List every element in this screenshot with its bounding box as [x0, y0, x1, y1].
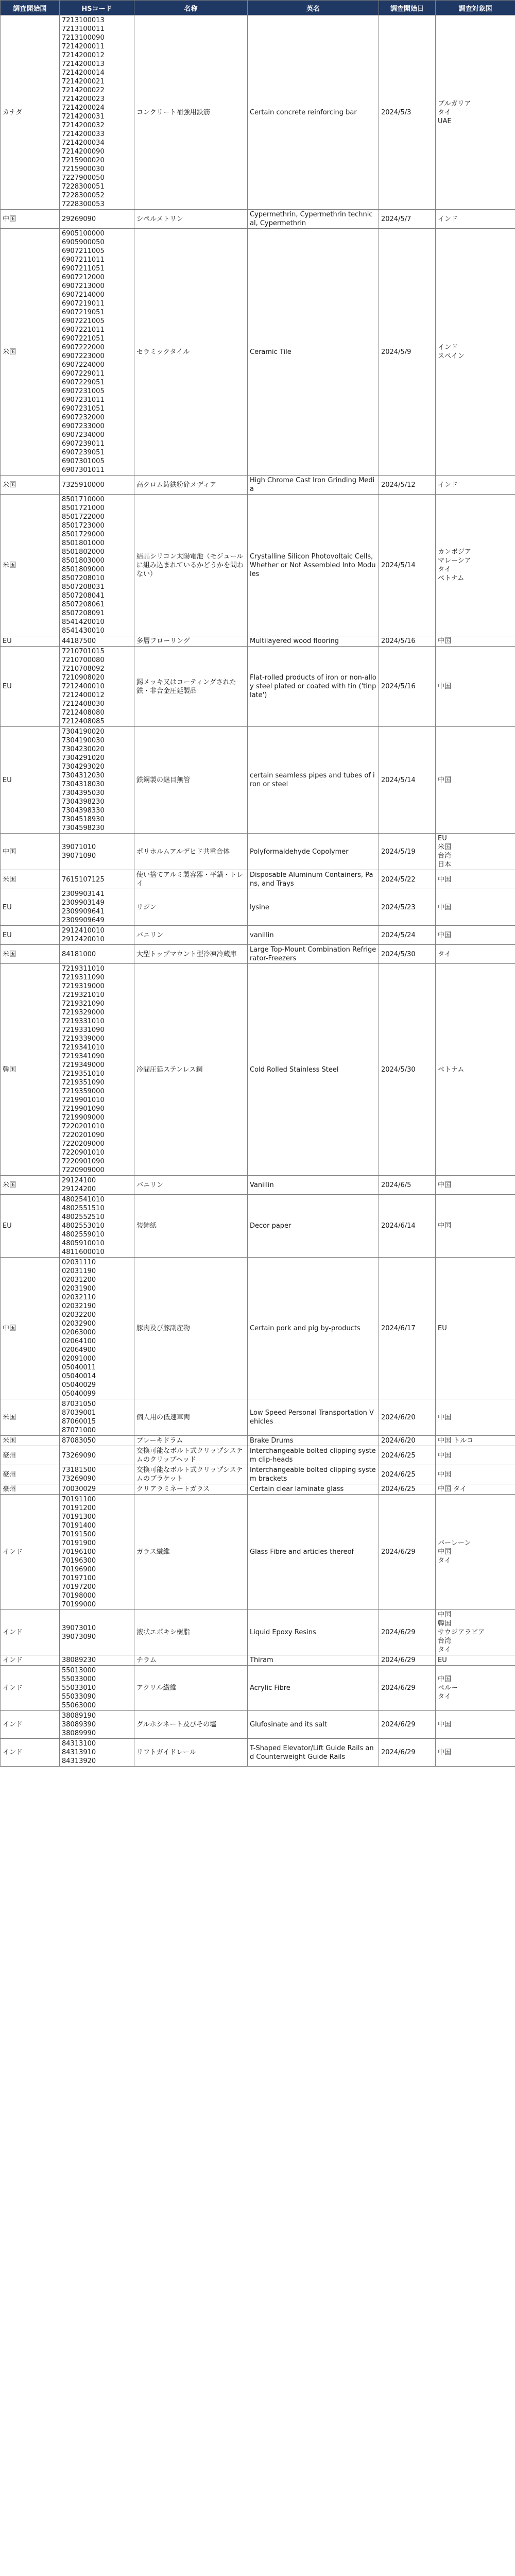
row-name-en: Large Top-Mount Combination Refrigerator-Freezers: [248, 945, 379, 964]
row-target-countries: EU: [436, 1258, 515, 1399]
row-start-date: 2024/5/30: [379, 964, 436, 1176]
table-row: [1, 1739, 515, 1767]
row-name-en: Certain clear laminate glass: [248, 1484, 379, 1495]
row-start-date: 2024/5/14: [379, 495, 436, 636]
row-name-en: Polyformaldehyde Copolymer: [248, 834, 379, 870]
row-hs-code: 02031110 02031190 02031200 02031900 02032110 02032190 02032200 02032900 02063000 02064100 02064900 02091000 05040011 05040014 05040029 05040099: [60, 1258, 134, 1399]
row-start-date: 2024/5/9: [379, 229, 436, 476]
table-row: [1, 1655, 515, 1666]
row-name-en: vanillin: [248, 926, 379, 945]
row-name-ja: バニリン: [134, 926, 248, 945]
table-row: [1, 1610, 515, 1655]
row-start-date: 2024/5/16: [379, 647, 436, 727]
row-hs-code: 7219311010 7219311090 7219319000 7219321010 7219321090 7219329000 7219331010 7219331090 7219339000 7219341010 7219341090 7219349000 7219351010 7219351090 7219359000 7219901010 7219901090 7219909000 7220201010 7220201090 7220209000 7220901010 7220901090 7220909000: [60, 964, 134, 1176]
row-country: EU: [1, 889, 60, 926]
row-name-en: Glufosinate and its salt: [248, 1711, 379, 1739]
table-row: [1, 1666, 515, 1711]
row-start-date: 2024/6/29: [379, 1739, 436, 1767]
row-target-countries: タイ: [436, 945, 515, 964]
table-row: [1, 1495, 515, 1610]
row-target-countries: EU 米国 台湾 日本: [436, 834, 515, 870]
row-name-ja: 装飾紙: [134, 1195, 248, 1258]
row-target-countries: 中国: [436, 727, 515, 834]
row-name-ja: 個人用の低速車両: [134, 1399, 248, 1436]
row-name-ja: 液状エポキシ樹脂: [134, 1610, 248, 1655]
row-country: インド: [1, 1666, 60, 1711]
row-name-ja: コンクリート補強用鉄筋: [134, 15, 248, 210]
table-row: [1, 1176, 515, 1195]
row-country: 豪州: [1, 1465, 60, 1484]
row-hs-code: 39073010 39073090: [60, 1610, 134, 1655]
row-name-ja: 交換可能なボルト式クリップシステムのクリップヘッド: [134, 1446, 248, 1465]
row-hs-code: 84313100 84313910 84313920: [60, 1739, 134, 1767]
row-country: 中国: [1, 1258, 60, 1399]
row-name-ja: バニリン: [134, 1176, 248, 1195]
row-country: 豪州: [1, 1484, 60, 1495]
row-name-ja: リジン: [134, 889, 248, 926]
row-target-countries: 中国: [436, 1195, 515, 1258]
row-name-en: Crystalline Silicon Photovoltaic Cells, Whether or Not Assembled Into Modules: [248, 495, 379, 636]
row-hs-code: 87083050: [60, 1436, 134, 1446]
table-row: [1, 476, 515, 495]
row-country: 韓国: [1, 964, 60, 1176]
row-country: インド: [1, 1495, 60, 1610]
row-name-en: Interchangeable bolted clipping system brackets: [248, 1465, 379, 1484]
row-country: インド: [1, 1711, 60, 1739]
row-name-ja: クリアラミネートガラス: [134, 1484, 248, 1495]
row-hs-code: 29269090: [60, 210, 134, 229]
row-target-countries: 中国: [436, 1446, 515, 1465]
row-name-en: Multilayered wood flooring: [248, 636, 379, 647]
row-start-date: 2024/5/7: [379, 210, 436, 229]
row-hs-code: 2912410010 2912420010: [60, 926, 134, 945]
row-target-countries: 中国: [436, 1465, 515, 1484]
row-start-date: 2024/6/29: [379, 1610, 436, 1655]
row-name-en: Brake Drums: [248, 1436, 379, 1446]
table-row: [1, 15, 515, 210]
row-name-en: High Chrome Cast Iron Grinding Media: [248, 476, 379, 495]
row-hs-code: 4802541010 4802551510 4802552510 4802553010 4802559010 4805910010 4811600010: [60, 1195, 134, 1258]
row-start-date: 2024/5/3: [379, 15, 436, 210]
row-hs-code: 2309903141 2309903149 2309909641 2309909649: [60, 889, 134, 926]
table-row: [1, 870, 515, 889]
row-target-countries: 中国: [436, 647, 515, 727]
row-target-countries: 中国: [436, 636, 515, 647]
row-start-date: 2024/6/25: [379, 1484, 436, 1495]
row-target-countries: 中国: [436, 889, 515, 926]
row-name-ja: 多層フローリング: [134, 636, 248, 647]
row-country: EU: [1, 647, 60, 727]
row-name-en: T-Shaped Elevator/Lift Guide Rails and Counterweight Guide Rails: [248, 1739, 379, 1767]
table-row: [1, 1436, 515, 1446]
row-start-date: 2024/6/20: [379, 1399, 436, 1436]
row-hs-code: 6905100000 6905900050 6907211005 6907211011 6907211051 6907212000 6907213000 6907214000 6907219011 6907219051 6907221005 6907221011 6907221051 6907222000 6907223000 6907224000 6907229011 6907229051 6907231005 6907231011 6907231051 6907232000 6907233000 6907234000 6907239011 6907239051 6907301005 6907301011: [60, 229, 134, 476]
row-name-ja: ガラス繊維: [134, 1495, 248, 1610]
row-country: 中国: [1, 834, 60, 870]
row-start-date: 2024/5/23: [379, 889, 436, 926]
row-name-ja: 交換可能なボルト式クリップシステムのブラケット: [134, 1465, 248, 1484]
row-country: 米国: [1, 476, 60, 495]
row-name-en: Cypermethrin, Cypermethrin technical, Cypermethrin: [248, 210, 379, 229]
row-target-countries: インド スペイン: [436, 229, 515, 476]
row-name-ja: ブレーキドラム: [134, 1436, 248, 1446]
row-hs-code: 73181500 73269090: [60, 1465, 134, 1484]
table-row: [1, 834, 515, 870]
row-country: インド: [1, 1655, 60, 1666]
table-row: [1, 210, 515, 229]
row-country: 米国: [1, 870, 60, 889]
row-target-countries: 中国 タイ: [436, 1484, 515, 1495]
row-name-en: Ceramic Tile: [248, 229, 379, 476]
row-target-countries: バーレーン 中国 タイ: [436, 1495, 515, 1610]
row-name-ja: セラミックタイル: [134, 229, 248, 476]
row-country: EU: [1, 926, 60, 945]
row-country: EU: [1, 727, 60, 834]
row-hs-code: 38089230: [60, 1655, 134, 1666]
row-name-ja: ポリホルムアルデヒド共重合体: [134, 834, 248, 870]
row-hs-code: 70191100 70191200 70191300 70191400 70191500 70191900 70196100 70196300 70196900 70197100 70197200 70198000 70199000: [60, 1495, 134, 1610]
row-name-en: Cold Rolled Stainless Steel: [248, 964, 379, 1176]
row-target-countries: インド: [436, 210, 515, 229]
row-hs-code: 8501710000 8501721000 8501722000 8501723000 8501729000 8501801000 8501802000 8501803000 8501809000 8507208010 8507208031 8507208041 8507208061 8507208091 8541420010 8541430010: [60, 495, 134, 636]
row-country: 中国: [1, 210, 60, 229]
header-hs-code: HSコード: [60, 1, 134, 15]
table-row: [1, 495, 515, 636]
row-hs-code: 29124100 29124200: [60, 1176, 134, 1195]
row-target-countries: ベトナム: [436, 964, 515, 1176]
row-name-en: certain seamless pipes and tubes of iron or steel: [248, 727, 379, 834]
table-row: [1, 1446, 515, 1465]
row-name-en: lysine: [248, 889, 379, 926]
row-country: EU: [1, 636, 60, 647]
row-name-en: Low Speed Personal Transportation Vehicles: [248, 1399, 379, 1436]
row-hs-code: 84181000: [60, 945, 134, 964]
header-row: [1, 1, 515, 15]
row-hs-code: 55013000 55033000 55033010 55033090 55063000: [60, 1666, 134, 1711]
row-country: 豪州: [1, 1446, 60, 1465]
row-start-date: 2024/5/19: [379, 834, 436, 870]
row-name-en: Disposable Aluminum Containers, Pans, and Trays: [248, 870, 379, 889]
row-hs-code: 7304190020 7304190030 7304230020 7304291020 7304293020 7304312030 7304318030 7304395030 7304398230 7304398330 7304518930 7304598230: [60, 727, 134, 834]
table-row: [1, 926, 515, 945]
row-start-date: 2024/6/14: [379, 1195, 436, 1258]
row-name-ja: 大型トップマウント型冷凍冷蔵庫: [134, 945, 248, 964]
row-name-en: Flat-rolled products of iron or non-alloy steel plated or coated with tin ('tinplate'): [248, 647, 379, 727]
row-start-date: 2024/6/29: [379, 1495, 436, 1610]
row-hs-code: 7615107125: [60, 870, 134, 889]
table-row: [1, 1484, 515, 1495]
row-name-en: Interchangeable bolted clipping system clip-heads: [248, 1446, 379, 1465]
row-start-date: 2024/6/29: [379, 1655, 436, 1666]
row-country: 米国: [1, 1436, 60, 1446]
row-name-ja: グルホシネート及びその塩: [134, 1711, 248, 1739]
row-country: 米国: [1, 945, 60, 964]
row-name-ja: チラム: [134, 1655, 248, 1666]
table-row: [1, 889, 515, 926]
table-row: [1, 964, 515, 1176]
row-start-date: 2024/5/12: [379, 476, 436, 495]
row-hs-code: 7325910000: [60, 476, 134, 495]
row-name-en: Liquid Epoxy Resins: [248, 1610, 379, 1655]
row-hs-code: 44187500: [60, 636, 134, 647]
row-target-countries: 中国 ペルー タイ: [436, 1666, 515, 1711]
row-target-countries: カンボジア マレーシア タイ ベトナム: [436, 495, 515, 636]
row-country: 米国: [1, 495, 60, 636]
row-start-date: 2024/6/20: [379, 1436, 436, 1446]
row-start-date: 2024/5/22: [379, 870, 436, 889]
row-name-en: Acrylic Fibre: [248, 1666, 379, 1711]
row-name-en: Decor paper: [248, 1195, 379, 1258]
row-start-date: 2024/5/24: [379, 926, 436, 945]
row-target-countries: 中国: [436, 870, 515, 889]
row-target-countries: 中国: [436, 1739, 515, 1767]
row-name-ja: 使い捨てアルミ製容器・平鍋・トレイ: [134, 870, 248, 889]
row-target-countries: 中国: [436, 926, 515, 945]
row-start-date: 2024/6/17: [379, 1258, 436, 1399]
row-start-date: 2024/5/14: [379, 727, 436, 834]
row-name-ja: シペルメトリン: [134, 210, 248, 229]
row-target-countries: 中国: [436, 1399, 515, 1436]
table-row: [1, 1711, 515, 1739]
row-start-date: 2024/6/25: [379, 1446, 436, 1465]
table-row: [1, 229, 515, 476]
table-row: [1, 727, 515, 834]
row-country: 米国: [1, 1399, 60, 1436]
row-country: インド: [1, 1739, 60, 1767]
row-hs-code: 70030029: [60, 1484, 134, 1495]
row-name-ja: 豚肉及び豚副産物: [134, 1258, 248, 1399]
table-row: [1, 945, 515, 964]
row-country: カナダ: [1, 15, 60, 210]
table-row: [1, 636, 515, 647]
row-name-en: Thiram: [248, 1655, 379, 1666]
row-target-countries: 中国: [436, 1711, 515, 1739]
table-row: [1, 647, 515, 727]
row-target-countries: 中国 トルコ: [436, 1436, 515, 1446]
row-name-en: Glass Fibre and articles thereof: [248, 1495, 379, 1610]
row-hs-code: 73269090: [60, 1446, 134, 1465]
row-country: 米国: [1, 1176, 60, 1195]
row-country: EU: [1, 1195, 60, 1258]
row-hs-code: 87031050 87039001 87060015 87071000: [60, 1399, 134, 1436]
row-name-ja: リフトガイドレール: [134, 1739, 248, 1767]
row-start-date: 2024/6/29: [379, 1666, 436, 1711]
row-start-date: 2024/6/25: [379, 1465, 436, 1484]
header-name-ja: 名称: [134, 1, 248, 15]
row-country: 米国: [1, 229, 60, 476]
row-name-ja: 結晶シリコン太陽電池（モジュールに組み込まれているかどうかを問わない）: [134, 495, 248, 636]
row-name-ja: 錫メッキ又はコーティングされた鉄・非合金圧延製品: [134, 647, 248, 727]
table-row: [1, 1195, 515, 1258]
row-hs-code: 38089190 38089390 38089990: [60, 1711, 134, 1739]
row-hs-code: 7213100013 7213100011 7213100090 7214200011 7214200012 7214200013 7214200014 7214200021 7214200022 7214200023 7214200024 7214200031 7214200032 7214200033 7214200034 7214200090 7215900020 7215900030 7227900050 7228300051 7228300052 7228300053: [60, 15, 134, 210]
row-target-countries: 中国 韓国 サウジアラビア 台湾 タイ: [436, 1610, 515, 1655]
row-hs-code: 7210701015 7210700080 7210708092 7210908020 7212400010 7212400012 7212408030 7212408080 7212408085: [60, 647, 134, 727]
row-start-date: 2024/6/5: [379, 1176, 436, 1195]
row-target-countries: EU: [436, 1655, 515, 1666]
header-target-countries: 調査対象国: [436, 1, 515, 15]
row-target-countries: インド: [436, 476, 515, 495]
row-name-en: Certain pork and pig by-products: [248, 1258, 379, 1399]
header-start-date: 調査開始日: [379, 1, 436, 15]
header-name-en: 英名: [248, 1, 379, 15]
row-name-ja: 冷間圧延ステンレス鋼: [134, 964, 248, 1176]
row-start-date: 2024/5/16: [379, 636, 436, 647]
header-country: 調査開始国: [1, 1, 60, 15]
table-row: [1, 1399, 515, 1436]
row-name-en: Vanillin: [248, 1176, 379, 1195]
row-hs-code: 39071010 39071090: [60, 834, 134, 870]
row-name-ja: 高クロム鋳鉄粉砕メディア: [134, 476, 248, 495]
row-start-date: 2024/6/29: [379, 1711, 436, 1739]
row-target-countries: 中国: [436, 1176, 515, 1195]
row-name-ja: アクリル繊維: [134, 1666, 248, 1711]
row-country: インド: [1, 1610, 60, 1655]
row-start-date: 2024/5/30: [379, 945, 436, 964]
table-row: [1, 1258, 515, 1399]
row-name-ja: 鉄鋼製の継目無管: [134, 727, 248, 834]
row-name-en: Certain concrete reinforcing bar: [248, 15, 379, 210]
row-target-countries: ブルガリア タイ UAE: [436, 15, 515, 210]
table-row: [1, 1465, 515, 1484]
